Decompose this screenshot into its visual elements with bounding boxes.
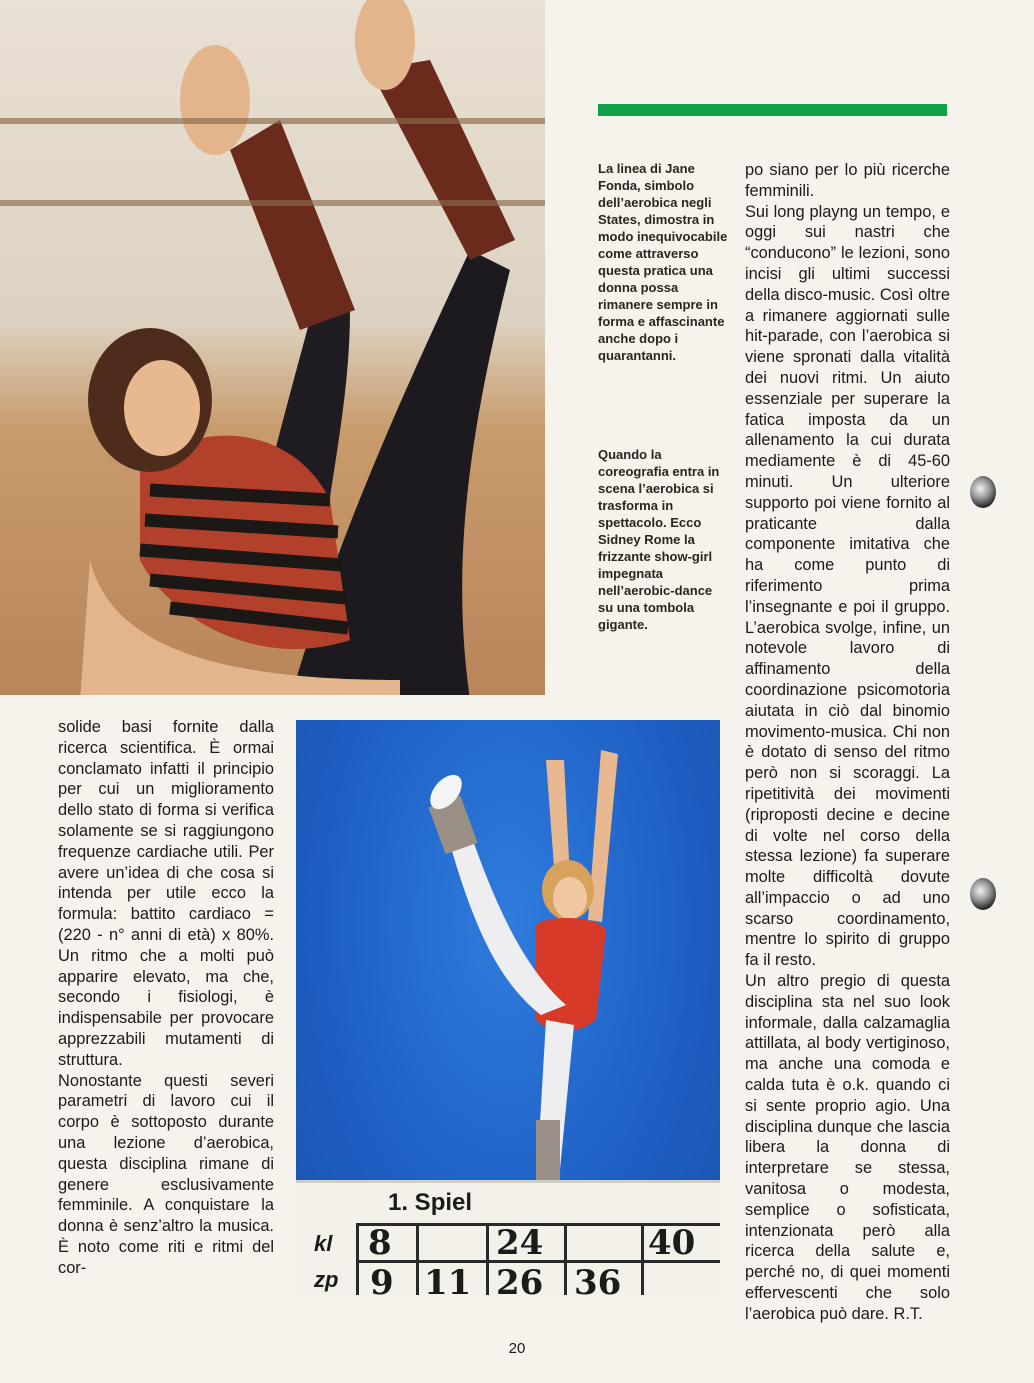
board-number: 9 xyxy=(370,1263,394,1295)
board-grid-line xyxy=(416,1223,419,1295)
board-grid-line xyxy=(356,1223,359,1295)
figure-illustration xyxy=(0,0,545,695)
board-number: 36 xyxy=(574,1263,622,1295)
board-title: 1. Spiel xyxy=(388,1189,473,1216)
board-number: 8 xyxy=(368,1223,392,1263)
photo-sidney-rome xyxy=(296,720,720,1295)
caption-jane-fonda: La linea di Jane Fonda, simbolo dell’aerobica negli States, dimostra in modo inequivocabile come attraverso questa pratica una donna possa rimanere sempre in forma e affascinante anche dopo i quarantanni. xyxy=(598,161,728,363)
photo-jane-fonda xyxy=(0,0,545,695)
ballet-barre xyxy=(0,200,545,206)
board-number: 24 xyxy=(496,1223,544,1263)
board-row-label: zp xyxy=(314,1267,339,1292)
binder-hole xyxy=(970,878,996,910)
binder-hole xyxy=(970,476,996,508)
board-grid-line xyxy=(486,1223,489,1295)
figure-illustration xyxy=(296,720,720,1190)
board-grid-line xyxy=(641,1223,644,1295)
page-number: 20 xyxy=(508,1340,526,1357)
board-number: 40 xyxy=(648,1223,696,1263)
ballet-barre xyxy=(0,118,545,124)
board-number: 11 xyxy=(424,1263,472,1295)
article-column-left: solide basi fornite dalla ricerca scientifica. È ormai conclamato infatti il principio per cui un miglioramento dello stato di forma si verifica solamente se si raggiungono frequenze cardiache utili. Per avere un’idea di che cosa si intenda per utile ecco la formula: battito cardiaco = (220 - n° anni di età) x 80%. Un ritmo che a molti può apparire elevato, ma che, secondo i fisiologi, è indispensabile per provocare apprezzabili mutamenti di struttura. Nonostante questi severi parametri di lavoro cui il corpo è sottoposto durante una lezione d’aerobica, questa disciplina rimane di genere esclusivamente femminile. A conquistare la donna è senz’altro la musica. È noto come riti e ritmi del cor- xyxy=(58,718,274,1277)
board-number: 26 xyxy=(496,1263,544,1295)
tombola-board xyxy=(296,1180,720,1295)
article-column-right: po siano per lo più ricerche femminili. Sui long playng un tempo, e oggi sui nastri che “conducono” le lezioni, sono incisi gli ultimi successi della disco-music. Così oltre a rimanere aggiornati sulle hit-parade, con l’aerobica si viene spronati dalla vitalità dei nuovi ritmi. Un aiuto essenziale per superare la fatica imposta da un allenamento la cui durata mediamente è di 45-60 minuti. Un ulteriore supporto poi viene fornito al praticante dalla componente imitativa che ha come punto di riferimento prima l’insegnante e poi il gruppo. L’aerobica svolge, infine, un notevole lavoro di affinamento della coordinazione psicomotoria aiutata in ciò dal binomio movimento-musica. Chi non è dotato di senso del ritmo però non si scoraggi. La ripetitività dei movimenti (riproposti decine e decine di volte nel corso della stessa lezione) fa superare molte difficoltà dovute all’impaccio o ad uno scarso coordinamento, mentre lo spirito di gruppo fa il resto. Un altro pregio di questa disciplina sta nel suo look informale, dalla calzamaglia attillata, al body vertiginoso, ma anche una comoda e calda tuta è o.k. quando ci si sente proprio agio. Una disciplina dunque che lascia libera la donna di interpretare se stessa, vanitosa o modesta, semplice o sofisticata, intenzionata però alla ricerca della salute e, perché no, di quei momenti effervescenti che solo l’aerobica può dare. R.T. xyxy=(745,161,950,1323)
caption-sidney-rome: Quando la coreografia entra in scena l’aerobica si trasforma in spettacolo. Ecco Sidney Rome la frizzante show-girl impegnata nell’aerobic-dance su una tombola gigante. xyxy=(598,447,720,632)
green-rule xyxy=(598,104,947,116)
board-grid-line xyxy=(564,1223,567,1295)
board-row-label: kl xyxy=(314,1231,333,1256)
